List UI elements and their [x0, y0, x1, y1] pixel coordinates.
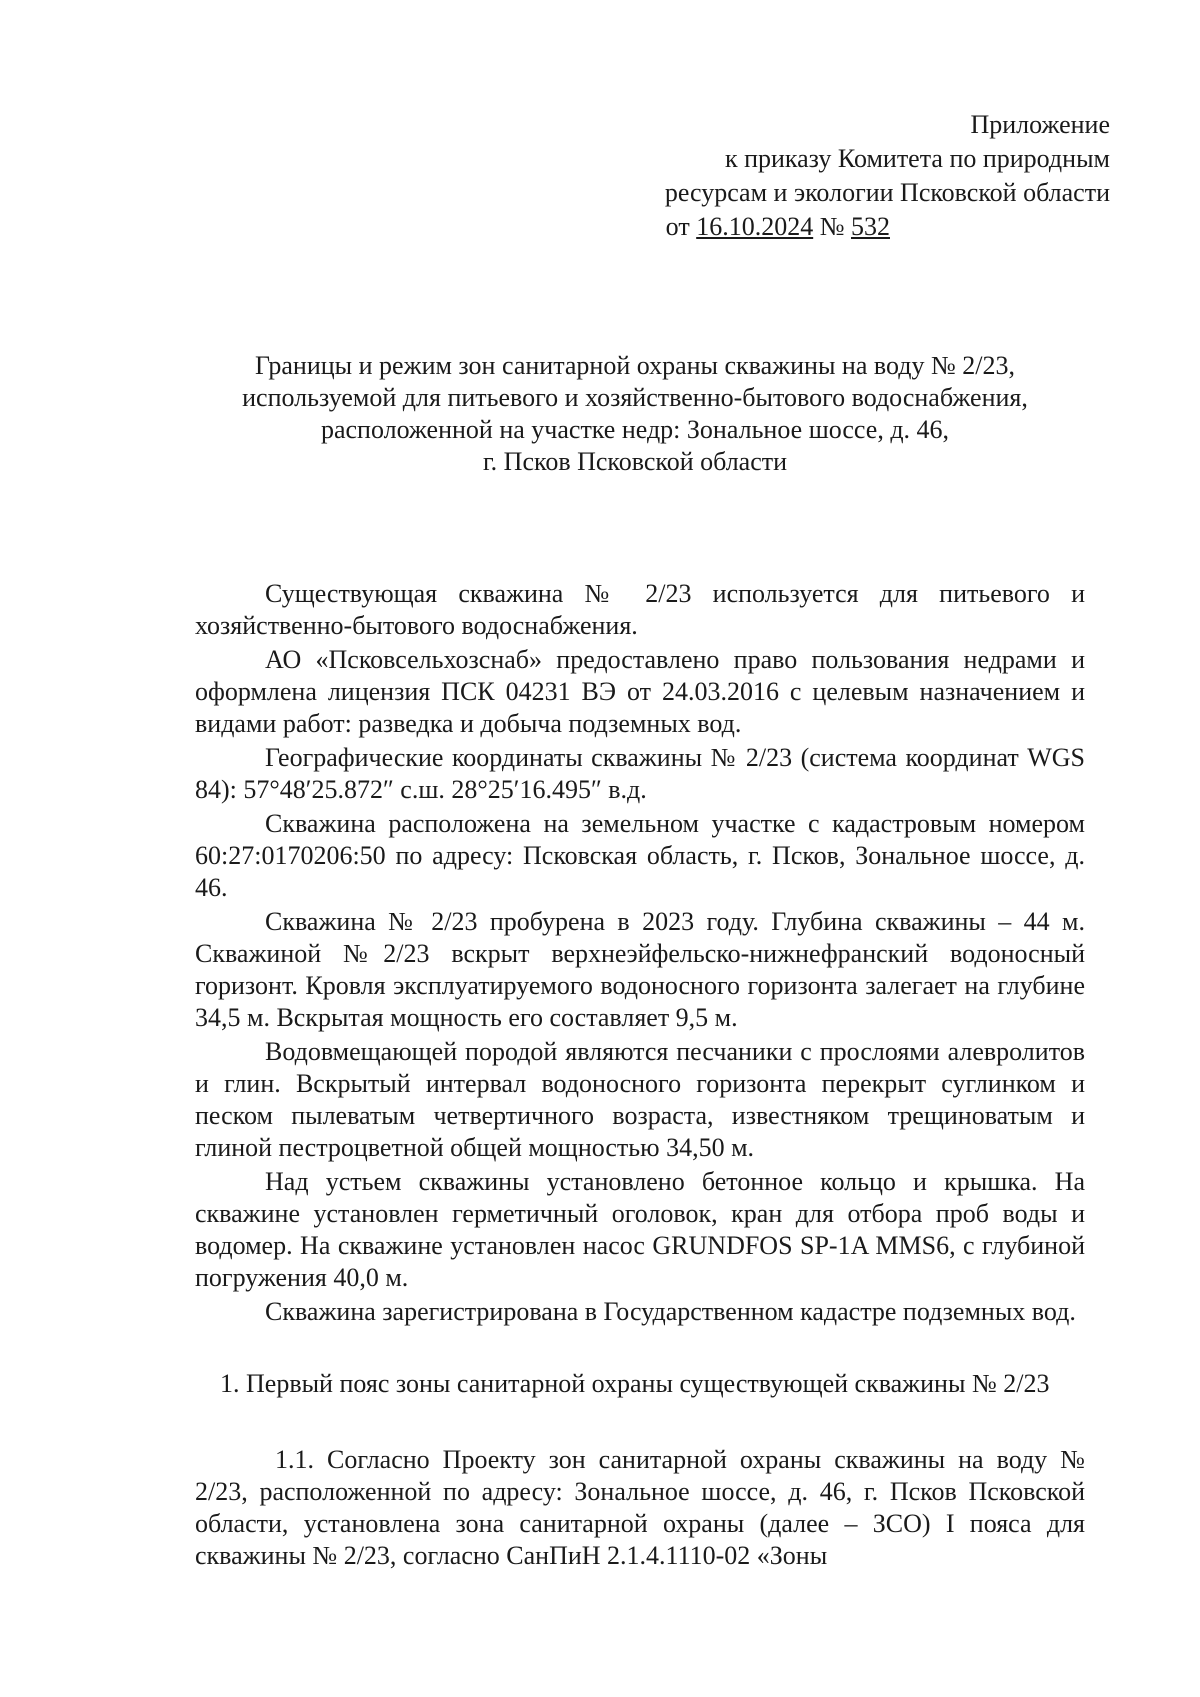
paragraph-well-usage: Существующая скважина № 2/23 используется для питьевого и хозяйственно-бытового водоснабжения. [195, 579, 1085, 640]
order-number: 532 [851, 212, 890, 241]
paragraph-registration: Скважина зарегистрирована в Государственном кадастре подземных вод. [265, 1297, 1076, 1326]
order-date: 16.10.2024 [696, 212, 814, 241]
paragraph-license: АО «Псковсельхозснаб» предоставлено право пользования недрами и оформлена лицензия ПСК 04231 ВЭ от 24.03.2016 с целевым назначением и видами работ: разведка и добыча подземных вод. [195, 645, 1085, 738]
title-line-4: г. Псков Псковской области [482, 447, 788, 476]
paragraph-cadastral: Скважина расположена на земельном участке с кадастровым номером 60:27:0170206:50 по адресу: Псковская область, г. Псков, Зональное шоссе, д. 46. [195, 809, 1085, 902]
date-prefix: от [665, 212, 697, 241]
appendix-label: Приложение [970, 110, 1110, 139]
order-date-number [665, 210, 1110, 244]
section-1-heading: 1. Первый пояс зоны санитарной охраны существующей скважины № 2/23 [220, 1369, 1050, 1398]
order-reference-line-2: ресурсам и экологии Псковской области [664, 178, 1110, 207]
appendix-header [665, 108, 1110, 244]
section-1-paragraph-1-1: 1.1. Согласно Проекту зон санитарной охраны скважины на воду № 2/23, расположенной по адресу: Зональное шоссе, д. 46, г. Псков Псковской области, установлена зона санитарной охраны (далее – ЗСО) I пояса для скважины № 2/23, согласно СанПиН 2.1.4.1110-02 «Зоны [195, 1445, 1085, 1570]
paragraph-coordinates: Географические координаты скважины № 2/23 (система координат WGS 84): 57°48′25.872″ с.ш. 28°25′16.495″ в.д. [195, 743, 1085, 804]
title-line-2: используемой для питьевого и хозяйственно-бытового водоснабжения, [242, 383, 1028, 412]
number-prefix: № [813, 212, 851, 241]
title-line-1: Границы и режим зон санитарной охраны скважины на воду № 2/23, [255, 351, 1015, 380]
paragraph-geology: Водовмещающей породой являются песчаники с прослоями алевролитов и глин. Вскрытый интервал водоносного горизонта перекрыт суглинком и песком пылеватым четвертичного возраста, известняком трещиноватым и глиной пестроцветной общей мощностью 34,50 м. [195, 1037, 1085, 1162]
paragraph-drilling: Скважина № 2/23 пробурена в 2023 году. Глубина скважины – 44 м. Скважиной №2/23 вскрыт верхнеэйфельско-нижнефранский водоносный горизонт. Кровля эксплуатируемого водоносного горизонта залегает на глубине 34,5 м. Вскрытая мощность его составляет 9,5 м. [195, 907, 1085, 1032]
document-body [195, 578, 1085, 1572]
document-title [190, 350, 1080, 478]
order-reference-line-1: к приказу Комитета по природным [724, 144, 1110, 173]
title-line-3: расположенной на участке недр: Зональное шоссе, д. 46, [320, 415, 950, 444]
paragraph-equipment: Над устьем скважины установлено бетонное кольцо и крышка. На скважине установлен герметичный оголовок, кран для отбора проб воды и водомер. На скважине установлен насос GRUNDFOS SP-1A MMS6, с глубиной погружения 40,0 м. [195, 1167, 1085, 1292]
